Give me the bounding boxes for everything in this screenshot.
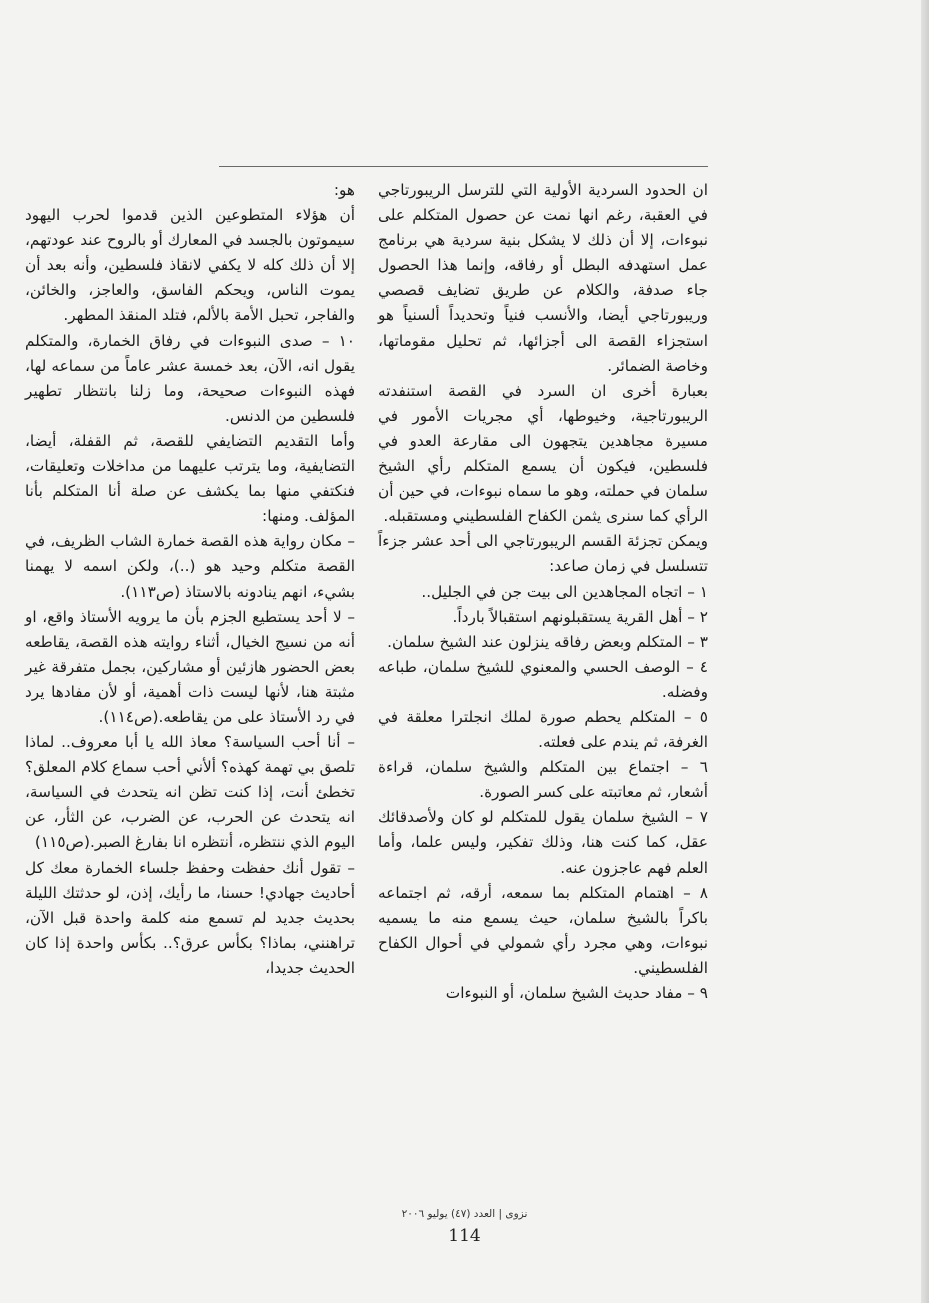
quote-item: – أنا أحب السياسة؟ معاذ الله يا أبا معروف.. لماذا تلصق بي تهمة كهذه؟ ألأني أحب سماع كلام المعلق؟ تخطئ أنت، إذا كنت تظن انه يتحدث في السياسة، انه يتحدث عن الحرب، عن الضرب، عن الثأر، عن اليوم الذي ننتظره، أنتظره انا بفارغ الصبر.(ص١١٥)	[25, 733, 355, 852]
quote-item: – لا أحد يستطيع الجزم بأن ما يرويه الأستاذ واقع، او أنه من نسيج الخيال، أثناء روايته هذه القصة، يقاطعه بعض الحضور هازئين أو مشاركين، بجمل متفرقة غير مثبتة هنا، لأنها ليست ذات أهمية، أو لأن مفادها يرد في رد الأستاذ على من يقاطعه.(ص١١٤).	[25, 607, 355, 726]
left-column	[25, 178, 355, 981]
paragraph: وأما التقديم التضايفي للقصة، ثم القفلة، أيضا، التضايفية، وما يترتب عليهما من مداخلات وتعليقات، فنكتفي منها بما يكشف عن صلة أنا المتكلم بأنا المؤلف. ومنها:	[25, 431, 355, 526]
paragraph: هو:	[333, 181, 355, 199]
list-item: ١٠ – صدى النبوءات في رفاق الخمارة، والمتكلم يقول انه، الآن، بعد خمسة عشر عاماً من سماعه لها، فهذه النبوءات صحيحة، وما زلنا بانتظار تطهير فلسطين من الدنس.	[25, 331, 355, 425]
list-item: ٨ – اهتمام المتكلم بما سمعه، أرقه، ثم اجتماعه باكراً بالشيخ سلمان، حيث يسمع منه ما يسميه نبوءات، وهي مجرد رأي شمولي في أحوال الكفاح الفلسطيني.	[378, 883, 708, 977]
list-item: ٩ – مفاد حديث الشيخ سلمان، أو النبوءات	[445, 984, 708, 1002]
page-number: 114	[448, 1226, 481, 1246]
list-item: ٧ – الشيخ سلمان يقول للمتكلم لو كان ولأصدقائك عقل، كما كنت هنا، وذلك تفكير، وليس علما، وأما العلم فهم عاجزون عنه.	[378, 808, 708, 877]
right-column	[378, 178, 708, 1006]
paragraph: أن هؤلاء المتطوعين الذين قدموا لحرب اليهود سيموتون بالجسد في المعارك أو بالروح عند عودتهم، إلا أن ذلك كله لا يكفي لانقاذ فلسطين، وأنه بعد أن يموت الناس، ويحكم الفاسق، والعاجز، والخائن، والفاجر، تحبل الأمة بالألم، فتلد المنقذ المطهر.	[25, 206, 355, 325]
paragraph: ويمكن تجزئة القسم الريبورتاجي الى أحد عشر جزءاً تتسلسل في زمان صاعد:	[378, 532, 708, 576]
quote-item: – مكان رواية هذه القصة خمارة الشاب الظريف، في القصة متكلم وحيد هو (..)، ولكن اسمه لا يهمنا بشيء، انهم ينادونه بالاستاذ (ص١١٣).	[25, 532, 355, 601]
list-item: ١ – اتجاه المجاهدين الى بيت جن في الجليل..	[421, 582, 708, 601]
list-item: ٤ – الوصف الحسي والمعنوي للشيخ سلمان، طباعه وفضله.	[378, 657, 708, 701]
journal-masthead: نزوى | العدد (٤٧) يوليو ٢٠٠٦	[401, 1208, 528, 1220]
paragraph: بعبارة أخرى ان السرد في القصة استنفدته الريبورتاجية، وخيوطها، أي مجريات الأمور في مسيرة مجاهدين يتجهون الى مقارعة العدو في فلسطين، فيكون أن يسمع المتكلم رأي الشيخ سلمان في حملته، وهو ما سماه نبوءات، في حين أن الرأي كما سنرى يثمن الكفاح الفلسطيني ومستقبله.	[378, 381, 708, 526]
header-rule	[219, 166, 708, 167]
quote-item: – تقول أنك حفظت وحفظ جلساء الخمارة معك كل أحاديث جهادي! حسنا، ما رأيك، إذن، لو حدثتك الليلة بحديث جديد لم تسمع منه كلمة واحدة قبل الآن، تراهنني، بماذا؟ بكأس عرق؟.. بكأس واحدة إذا كان الحديث جديدا،	[25, 858, 355, 977]
list-item: ٢ – أهل القرية يستقبلونهم استقبالاً بارداً.	[452, 607, 708, 626]
list-item: ٥ – المتكلم يحطم صورة لملك انجلترا معلقة في الغرفة، ثم يندم على فعلته.	[378, 707, 708, 752]
page-footer	[0, 1206, 929, 1248]
list-item: ٦ – اجتماع بين المتكلم والشيخ سلمان، قراءة أشعار، ثم معاتبته على كسر الصورة.	[378, 758, 708, 802]
paragraph: ان الحدود السردية الأولية التي للترسل الريبورتاجي في العقبة، رغم انها نمت عن حصول المتكلم على نبوءات، إلا أن ذلك لا يشكل بنية سردية هي برنامج عمل استهدفه البطل أو رفاقه، وإنما هذا الحصول جاء صدفة، والكلام عن طريق تضايف قصصي وريبورتاجي أيضا، والأنسب فنياً وتحديداً ألسنياً هو استجزاء القصة الى أجزائها، ثم تحليل مقوماتها، وخاصة الضمائر.	[378, 181, 708, 375]
list-item: ٣ – المتكلم وبعض رفاقه ينزلون عند الشيخ سلمان.	[387, 632, 708, 651]
page-edge	[921, 0, 929, 1303]
